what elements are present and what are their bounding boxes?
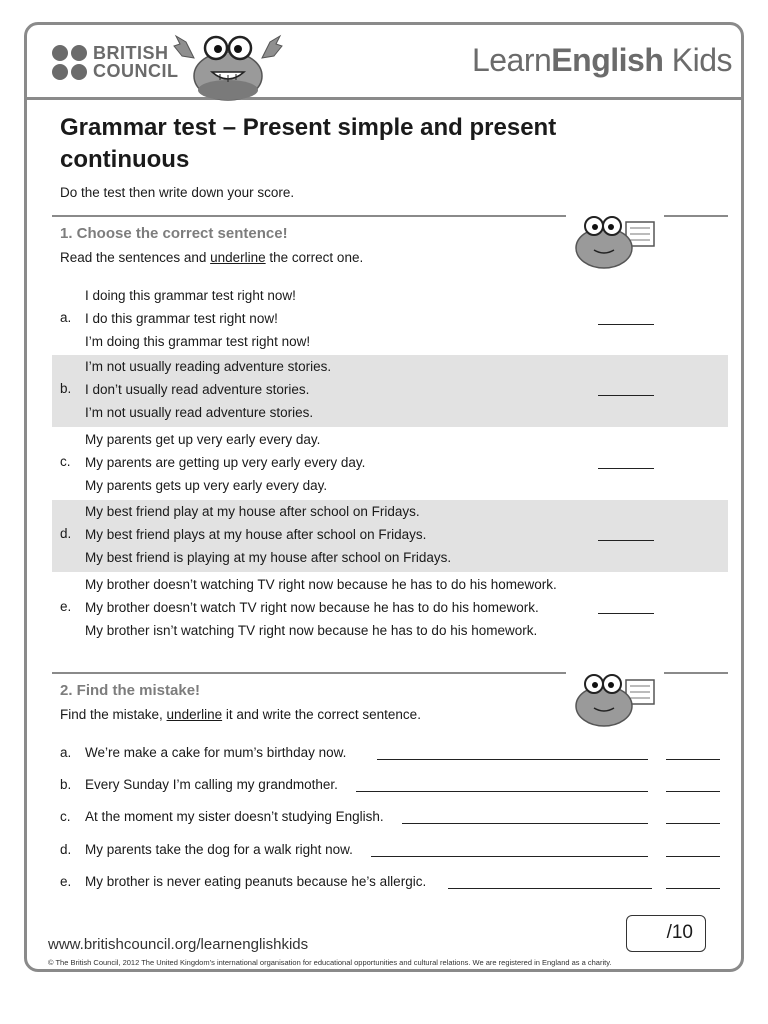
answer-option[interactable]: I don’t usually read adventure stories. (85, 382, 310, 397)
item-letter: e. (60, 874, 72, 889)
answer-blank[interactable] (598, 324, 654, 325)
header-divider (24, 97, 744, 100)
reading-monster-icon (570, 666, 660, 730)
section2-instruction (60, 707, 421, 722)
answer-blank[interactable] (598, 395, 654, 396)
correction-line[interactable] (356, 791, 648, 792)
item-letter: b. (60, 777, 72, 792)
section2-divider-right (664, 672, 728, 674)
answer-option[interactable]: My best friend is playing at my house after school on Fridays. (85, 550, 452, 565)
section1-instruction (60, 250, 363, 265)
mistake-sentence[interactable]: We’re make a cake for mum’s birthday now. (85, 745, 347, 760)
mistake-item-b (52, 777, 728, 797)
answer-option[interactable]: My brother doesn’t watching TV right now because he has to do his homework. (85, 577, 557, 592)
mistake-item-d (52, 842, 728, 862)
answer-option[interactable]: I’m not usually read adventure stories. (85, 405, 314, 420)
answer-blank[interactable] (666, 759, 720, 760)
answer-option[interactable]: My best friend play at my house after school on Fridays. (85, 504, 420, 519)
logo-line1: BRITISH (93, 43, 169, 63)
question-block-b (52, 355, 728, 427)
correction-line[interactable] (371, 856, 648, 857)
instruction-text: the correct one. (265, 250, 364, 265)
answer-option[interactable]: I’m not usually reading adventure stories. (85, 359, 332, 374)
footer-url[interactable]: www.britishcouncil.org/learnenglishkids (48, 936, 309, 953)
instruction-emphasis: underline (166, 707, 223, 722)
monster-mascot-icon (172, 28, 284, 104)
mistake-item-e (52, 874, 728, 894)
question-letter: e. (60, 599, 72, 614)
question-block-e (52, 573, 728, 645)
mistake-sentence[interactable]: My parents take the dog for a walk right now. (85, 842, 353, 857)
brand-learn: Learn (471, 42, 552, 78)
item-letter: a. (60, 745, 72, 760)
instruction-emphasis: underline (210, 250, 266, 265)
answer-blank[interactable] (666, 791, 720, 792)
answer-blank[interactable] (666, 823, 720, 824)
instruction-text: it and write the correct sentence. (222, 707, 421, 722)
answer-option[interactable]: My brother doesn’t watch TV right now because he has to do his homework. (85, 600, 539, 615)
answer-option[interactable]: My parents get up very early every day. (85, 432, 321, 447)
answer-option[interactable]: My best friend plays at my house after school on Fridays. (85, 527, 427, 542)
reading-monster-icon (570, 208, 660, 272)
answer-blank[interactable] (598, 540, 654, 541)
question-letter: a. (60, 310, 72, 325)
answer-blank[interactable] (598, 613, 654, 614)
logo-line2: COUNCIL (93, 61, 179, 81)
question-letter: b. (60, 381, 72, 396)
logo-text (93, 44, 179, 80)
mistake-sentence[interactable]: My brother is never eating peanuts because he’s allergic. (85, 874, 427, 889)
answer-option[interactable]: My brother isn’t watching TV right now because he has to do his homework. (85, 623, 538, 638)
correction-line[interactable] (402, 823, 648, 824)
answer-blank[interactable] (666, 856, 720, 857)
question-letter: c. (60, 454, 71, 469)
page-title: Grammar test – Present simple and present continuous (60, 114, 557, 173)
answer-option[interactable]: I’m doing this grammar test right now! (85, 334, 311, 349)
answer-option[interactable]: My parents are getting up very early every day. (85, 455, 366, 470)
question-block-c (52, 428, 728, 500)
footer-copyright: © The British Council, 2012 The United Kingdom’s international organisation for educational opportunities and cultural relations. We are registered in England as a charity. (48, 958, 612, 967)
answer-option[interactable]: I do this grammar test right now! (85, 311, 278, 326)
section1-divider-left (52, 215, 566, 217)
section2-divider-left (52, 672, 566, 674)
intro-text: Do the test then write down your score. (60, 185, 295, 200)
brand-kids: Kids (663, 42, 732, 78)
answer-option[interactable]: My parents gets up very early every day. (85, 478, 328, 493)
learnenglish-kids-logo (472, 42, 732, 79)
score-box[interactable]: /10 (626, 915, 706, 952)
mistake-sentence[interactable]: Every Sunday I’m calling my grandmother. (85, 777, 338, 792)
answer-option[interactable]: I doing this grammar test right now! (85, 288, 296, 303)
mistake-sentence[interactable]: At the moment my sister doesn’t studying English. (85, 809, 384, 824)
item-letter: c. (60, 809, 71, 824)
instruction-text: Read the sentences and (60, 250, 211, 265)
question-block-d (52, 500, 728, 572)
instruction-text: Find the mistake, (60, 707, 167, 722)
question-block-a (52, 284, 728, 356)
question-letter: d. (60, 526, 72, 541)
brand-english: English (551, 42, 664, 78)
answer-blank[interactable] (598, 468, 654, 469)
mistake-item-a (52, 745, 728, 765)
answer-blank[interactable] (666, 888, 720, 889)
section1-divider-right (664, 215, 728, 217)
british-council-logo (52, 44, 179, 80)
section2-heading: 2. Find the mistake! (60, 682, 201, 699)
section1-heading: 1. Choose the correct sentence! (60, 225, 288, 242)
correction-line[interactable] (448, 888, 652, 889)
mistake-item-c (52, 809, 728, 829)
correction-line[interactable] (377, 759, 648, 760)
item-letter: d. (60, 842, 72, 857)
logo-dots-icon (52, 45, 87, 80)
